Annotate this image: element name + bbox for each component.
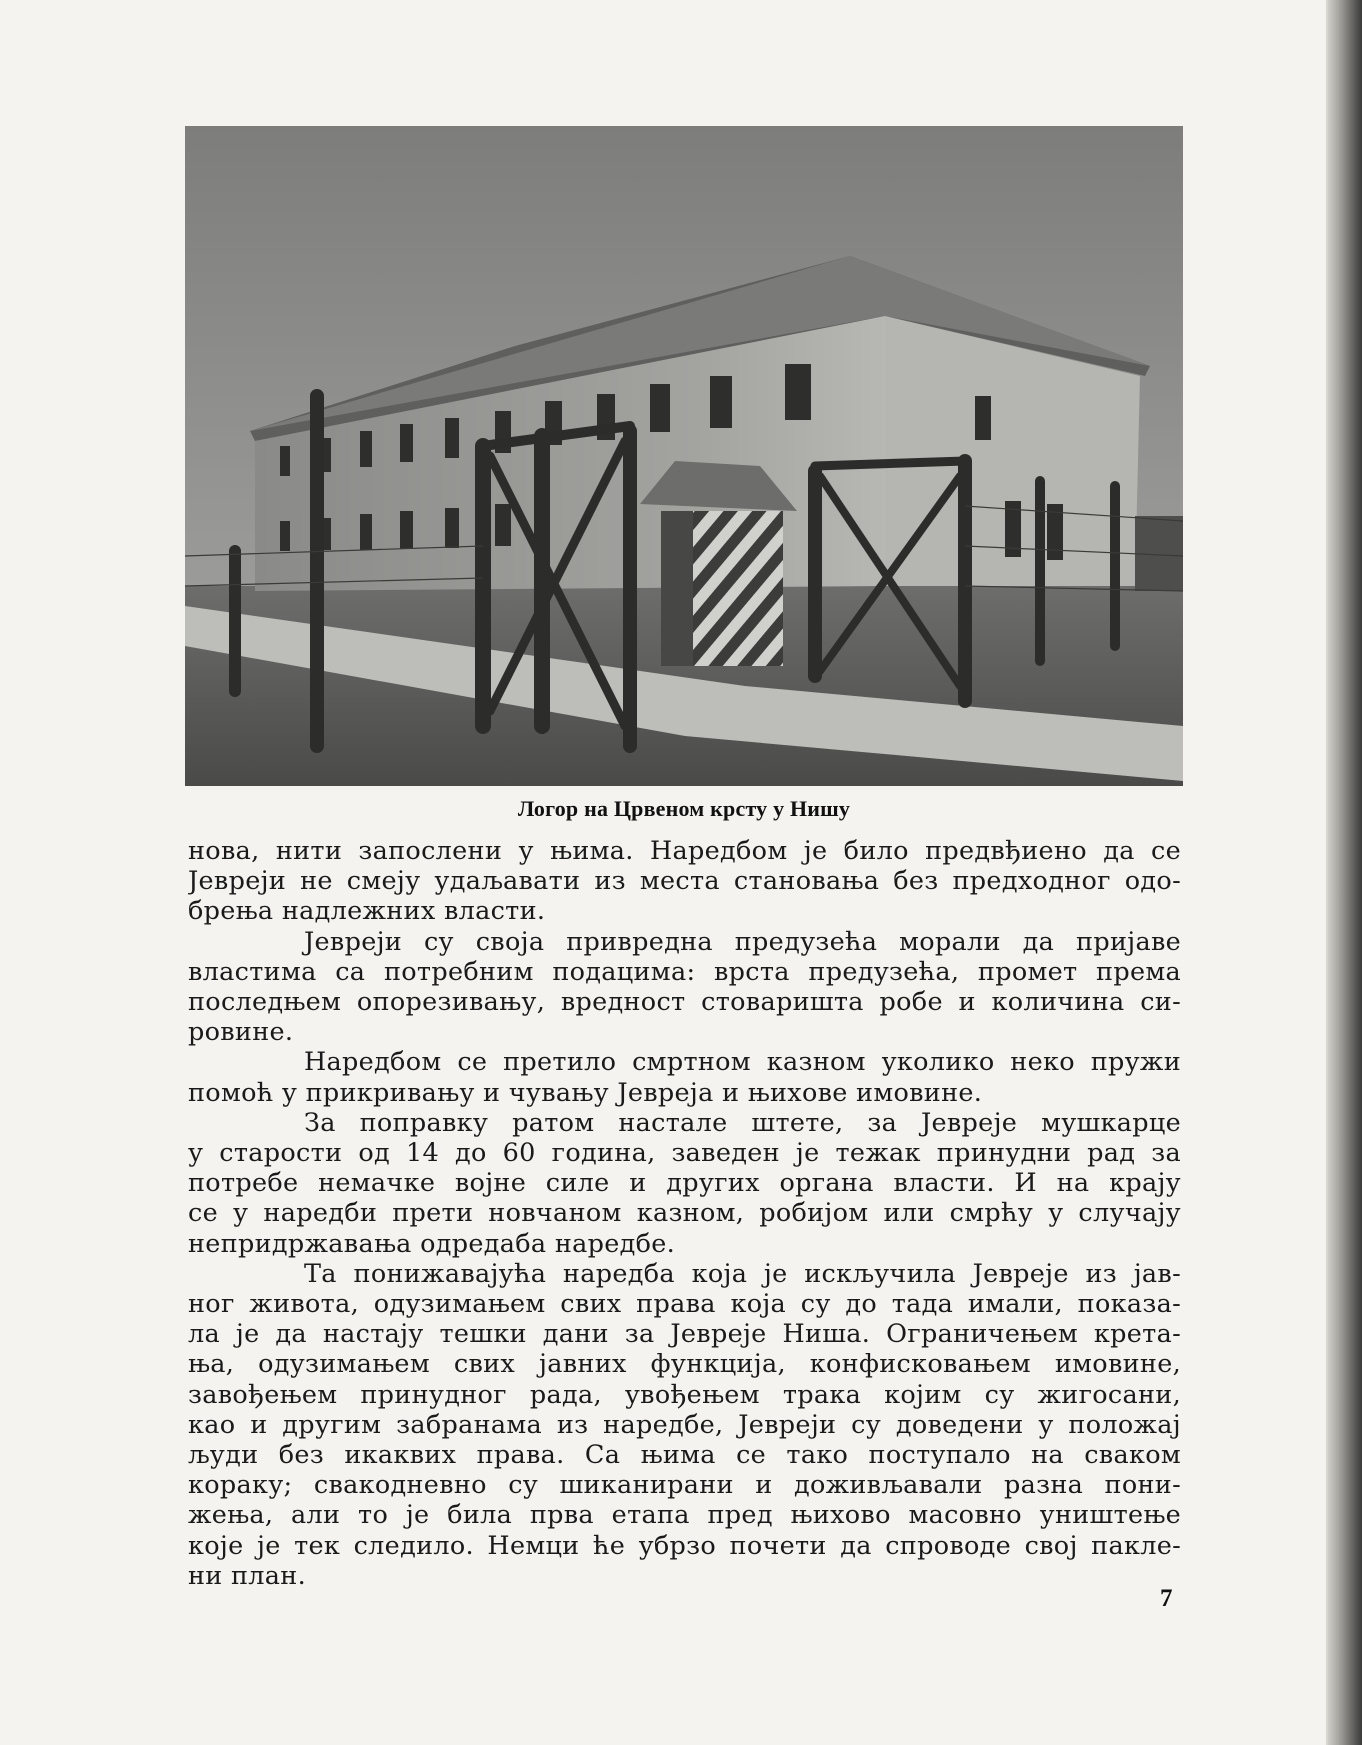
text-line: које је тек следило. Немци ће убрзо почети да спроводе свој пакле-	[188, 1530, 1181, 1561]
text-line: непридржавања одредаба наредбе.	[188, 1228, 676, 1259]
text-line: Јевреји су своја привредна предузећа морали да пријаве	[304, 926, 1181, 957]
text-line: нова, нити запослени у њима. Наредбом је било предвђиено да се	[188, 836, 1181, 866]
text-line: људи без икаквих права. Са њима се тако поступало на сваком	[188, 1440, 1181, 1471]
text-line: властима са потребним подацима: врста предузећа, промет према	[188, 956, 1181, 987]
text-line: последњем опорезивању, вредност стоваришта робе и количина си-	[188, 987, 1181, 1018]
text-line: потребе немачке војне силе и других органа власти. И на крају	[188, 1168, 1181, 1199]
text-line: завођењем принудног рада, увођењем трака којим су жигосани,	[188, 1379, 1181, 1410]
text-line: Наредбом се претило смртном казном уколико неко пружи	[304, 1047, 1181, 1078]
text-line: ња, одузимањем свих јавних функција, конфисковањем имовине,	[188, 1349, 1181, 1380]
text-line: кораку; свакодневно су шиканирани и доживљавали разна пони-	[188, 1470, 1181, 1501]
text-line: брења надлежних власти.	[188, 896, 546, 927]
body-text	[188, 836, 1181, 1591]
photo-caption: Логор на Црвеном крсту у Нишу	[517, 796, 851, 821]
text-line: ни план.	[188, 1560, 306, 1591]
text-line: у старости од 14 до 60 година, заведен је тежак принудни рад за	[188, 1138, 1181, 1169]
page-edge	[1328, 0, 1362, 1745]
text-line: ла је да настају тешки дани за Јевреје Ниша. Ограничењем крета-	[188, 1319, 1181, 1350]
text-line: Та понижавајућа наредба која је искључила Јевреје из јав-	[304, 1258, 1181, 1289]
text-line: се у наредби прети новчаном казном, робијом или смрћу у случају	[188, 1198, 1181, 1229]
text-line: За поправку ратом настале штете, за Јевреје мушкарце	[304, 1107, 1181, 1138]
page-number: 7	[1160, 1585, 1173, 1612]
text-line: као и другим забранама из наредбе, Јевреји су доведени у положај	[188, 1409, 1181, 1440]
text-line: ног живота, одузимањем свих права која су до тада имали, показа-	[188, 1289, 1181, 1320]
text-line: ровине.	[188, 1017, 294, 1048]
text-line: жења, али то је била прва етапа пред њихово масовно уништење	[188, 1500, 1181, 1531]
text-line: помоћ у прикривању и чувању Јевреја и њихове имовине.	[188, 1077, 983, 1108]
camp-photograph	[185, 126, 1183, 786]
text-line: Јевреји не смеју удаљавати из места становања без предходног одо-	[188, 866, 1181, 897]
